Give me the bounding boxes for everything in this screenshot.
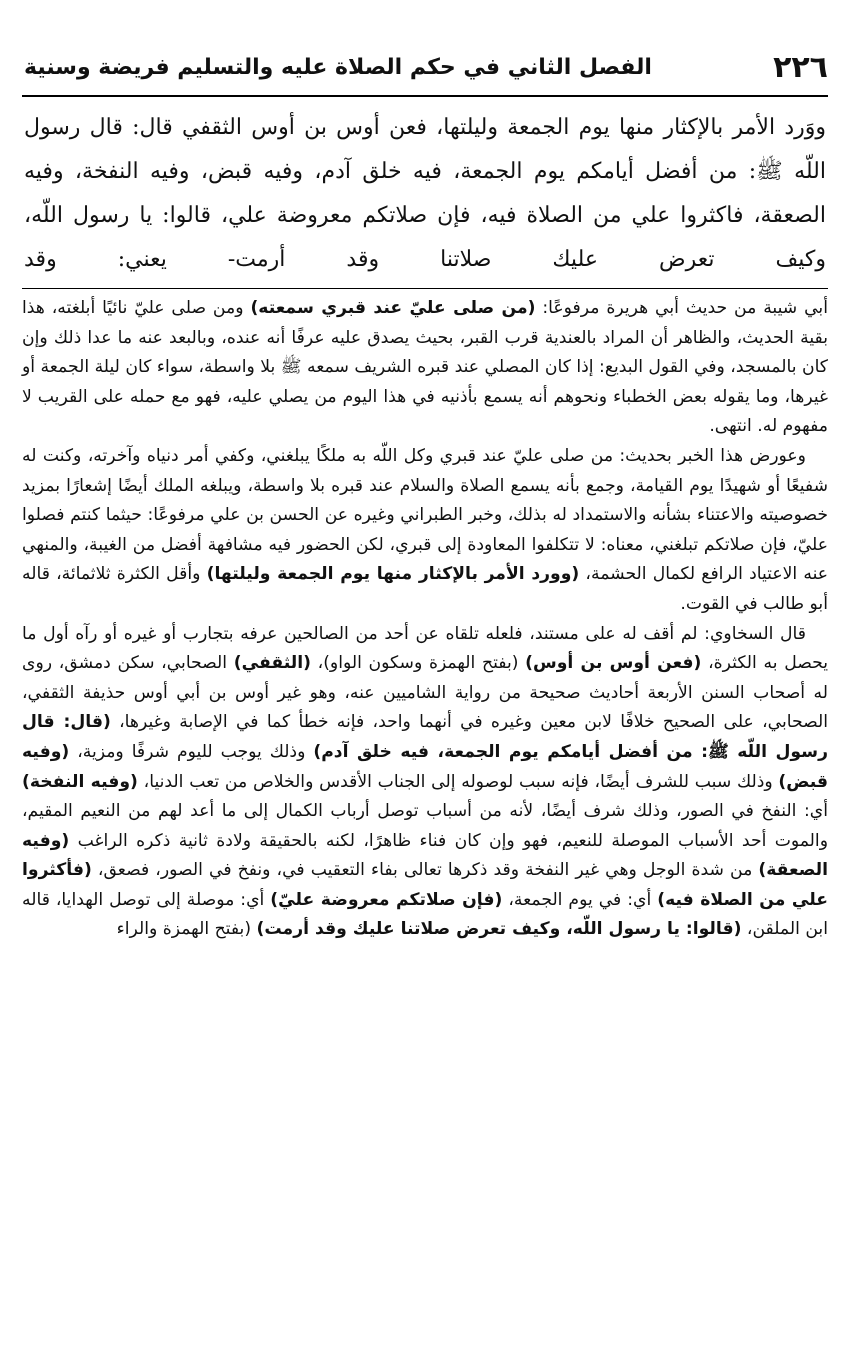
page-header bbox=[24, 38, 828, 88]
text-run: وذلك سبب للشرف أيضًا، فإنه سبب لوصوله إلى الجناب الأقدس والخلاص من تعب الدنيا، bbox=[137, 771, 779, 792]
commentary-paragraph bbox=[22, 442, 828, 620]
text-run: (بفتح الهمزة والراء bbox=[116, 919, 257, 940]
text-run: من شدة الوجل وهي غير النفخة وقد ذكرها تعالى بفاء التعقيب في، ونفخ في الصور، فصعق، bbox=[91, 860, 759, 881]
running-title: الفصل الثاني في حكم الصلاة عليه والتسليم فريضة وسنية bbox=[24, 55, 652, 80]
quoted-matn: (فعن أوس بن أوس) bbox=[525, 653, 702, 674]
quoted-matn: (وفيه الصعقة) bbox=[22, 830, 828, 881]
quoted-hadith: (من صلى عليّ عند قبري سمعته) bbox=[250, 298, 536, 318]
quoted-matn: (قالوا: يا رسول اللّه، وكيف تعرض صلاتنا عليك وقد أرمت) bbox=[256, 919, 742, 940]
matn-text bbox=[24, 106, 826, 282]
text-run: وأقل الكثرة ثلاثمائة، قاله أبو طالب في القوت. bbox=[22, 564, 828, 614]
text-run: (بفتح الهمزة وسكون الواو)، bbox=[310, 653, 526, 674]
quoted-matn: (وفيه النفخة) bbox=[22, 771, 138, 792]
quoted-matn: (وورد الأمر بالإكثار منها يوم الجمعة وليلتها) bbox=[206, 564, 580, 585]
text-run: أي: موصلة إلى توصل الهدايا، قاله ابن الملقن، bbox=[22, 889, 828, 940]
text-run: ومن صلى عليّ نائيًا أبلغته، هذا بقية الحديث، والظاهر أن المراد بالعندية قرب القبر، بحيث يصدق عليه عرفًا أنه عنده، وبالبعد عنه ما عدا ذلك وإن كان بالمسجد، وفي القول البديع: إذا كان المصلي عند قبره الشريف سمعه ﷺ بلا واسطة، سواء كان ليلة الجمعة أو غيرها، وما يقوله بعض الخطباء ونحوهم أنه يسمع بأذنيه في هذا اليوم من يصلي عليه، فهو مع حمله على القريب لا مفهوم له. انتهى. bbox=[22, 298, 828, 437]
quoted-matn: (فأكثروا علي من الصلاة فيه) bbox=[22, 860, 829, 910]
text-run: الصحابي، سكن دمشق، روى له أصحاب السنن الأربعة أحاديث صحيحة من رواية الشاميين عنه، وهو غير أوس بن أبي أوس حذيفة الثقفي، الصحابي، على الصحيح خلافًا لابن معين وغيره في أنهما واحد، فإنه خطأ كما في الإصابة وغيرها، bbox=[22, 653, 828, 733]
text-run: قال السخاوي: لم أقف له على مستند، فلعله تلقاه عن أحد من الصالحين عرفه بتجارب أو غيره أو رآه أول ما يحصل به الكثرة، bbox=[22, 623, 828, 674]
commentary bbox=[22, 294, 828, 945]
quoted-matn: (فإن صلاتكم معروضة عليّ) bbox=[270, 889, 503, 910]
quoted-matn: (قال: قال رسول اللّه ﷺ: من أفضل أيامكم يوم الجمعة، فيه خلق آدم) bbox=[22, 712, 828, 762]
text-run: أبي شيبة من حديث أبي هريرة مرفوعًا: bbox=[535, 298, 828, 318]
text-run: أي: النفخ في الصور، وذلك شرف أيضًا، لأنه من أسباب توصل أرباب الكمال إلى ما أعد لهم من النعيم المقيم، والموت أحد الأسباب الموصلة للنعيم، فهو وإن كان فناء ظاهرًا، لكنه بالحقيقة ولادة ثانية ذكره الراغب bbox=[22, 801, 828, 851]
commentary-paragraph bbox=[22, 294, 828, 442]
text-run: وعورض هذا الخبر بحديث: من صلى عليّ عند قبري وكل اللّه به ملكًا يبلغني، وكفي أمر دنياه وآخرته، وكنت له شفيعًا أو شهيدًا يوم القيامة، وجمع بأنه يسمع الصلاة والسلام عند قبره بلا واسطة، ويبلغه الملك أيضًا إشعارًا بمزيد خصوصيته والاعتناء بشأنه والاستمداد له بذلك، وخبر الطبراني وغيره عن الحسن بن علي مرفوعًا: حيثما كنتم فصلوا عليّ، فإن صلاتكم تبلغني، معناه: لا تتكلفوا المعاودة إلى قبري، لكن الحضور فيه مشافهة أفضل من الغيبة، والمنهي عنه الاعتياد الرافع لكمال الحشمة، bbox=[22, 445, 829, 585]
text-run: أي: في يوم الجمعة، bbox=[502, 889, 658, 910]
quoted-matn: (الثقفي) bbox=[233, 653, 311, 674]
header-rule bbox=[22, 95, 828, 97]
page-number: ٢٢٦ bbox=[773, 50, 828, 85]
quoted-matn: (وفيه قبض) bbox=[22, 741, 828, 792]
separator-rule bbox=[22, 288, 828, 289]
text-run: وذلك يوجب لليوم شرفًا ومزية، bbox=[69, 741, 314, 762]
matn-paragraph: ووَرد الأمر بالإكثار منها يوم الجمعة وليلتها، فعن أوس بن أوس الثقفي قال: قال رسول اللّه ﷺ: من أفضل أيامكم يوم الجمعة، فيه خلق آدم، وفيه قبض، وفيه النفخة، وفيه الصعقة، فاكثروا علي من الصلاة فيه، فإن صلاتكم معروضة علي، قالوا: يا رسول اللّه، وكيف تعرض عليك صلاتنا وقد أرمت- يعني: وقد bbox=[24, 115, 826, 272]
commentary-paragraph bbox=[22, 620, 828, 946]
